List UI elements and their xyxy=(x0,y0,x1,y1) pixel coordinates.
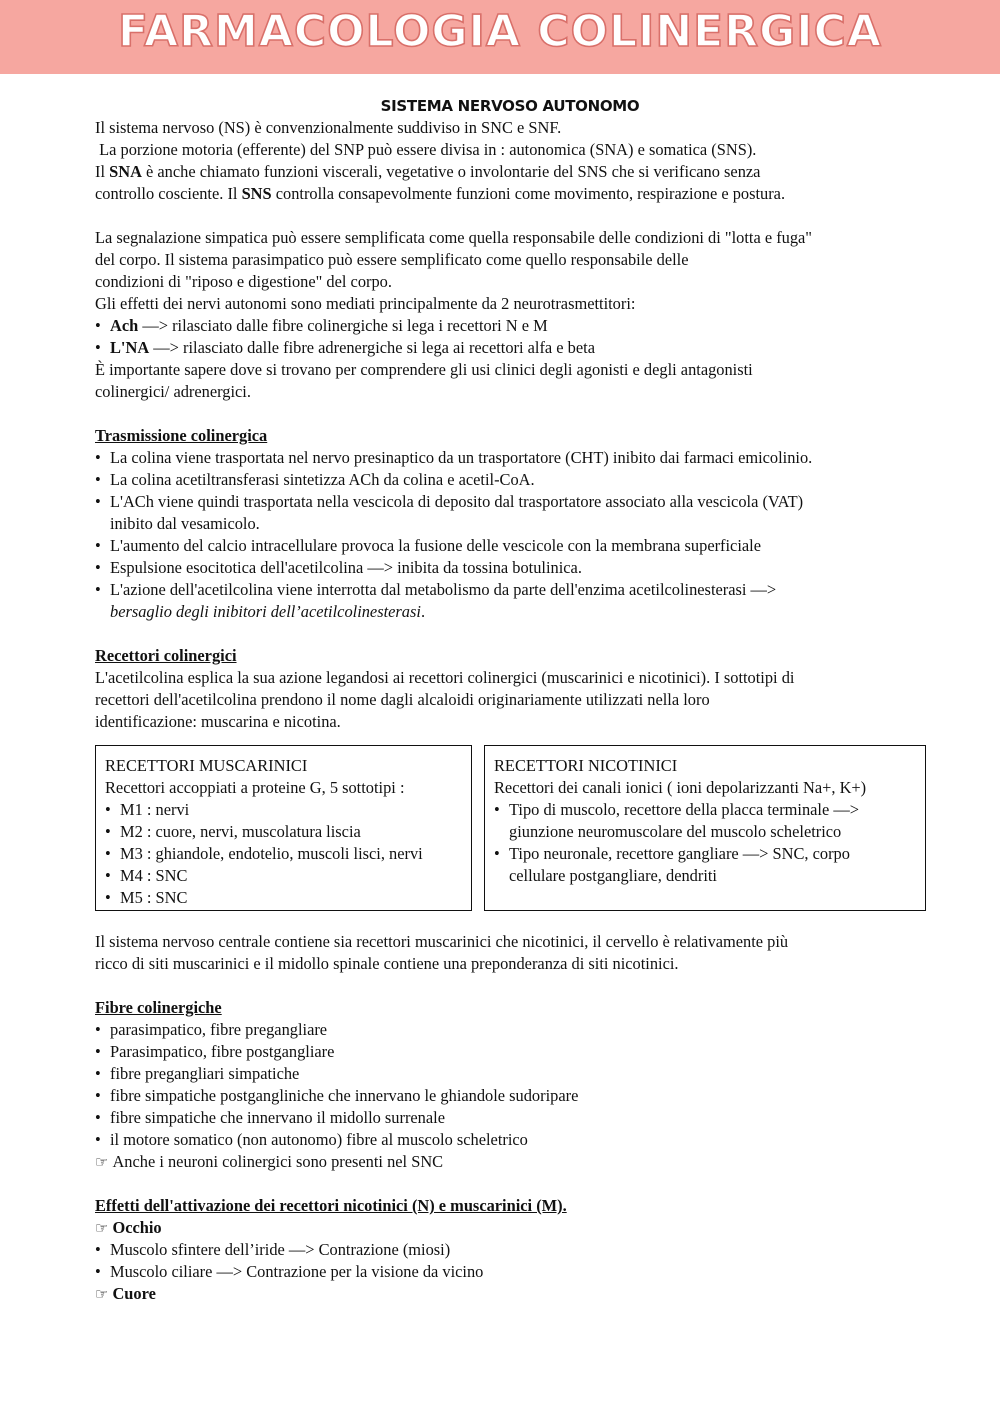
bullet-icon: • xyxy=(95,558,101,577)
list-text: M3 : ghiandole, endotelio, muscoli lisci, nervi xyxy=(120,844,423,863)
bullet-icon: • xyxy=(95,1240,101,1259)
list-text: Muscolo ciliare —> Contrazione per la visione da vicino xyxy=(110,1262,484,1281)
list-text: Espulsione esocitotica dell'acetilcolina —> inibita da tossina botulinica. xyxy=(110,558,582,577)
list-item xyxy=(105,821,471,843)
muscarinic-list xyxy=(105,799,471,909)
document-body xyxy=(95,96,925,1305)
list-text: —> rilasciato dalle fibre adrenergiche si lega ai recettori alfa e beta xyxy=(149,338,595,357)
list-item xyxy=(95,1085,925,1107)
list-item xyxy=(494,799,925,843)
signaling-line: condizioni di "riposo e digestione" del corpo. xyxy=(95,272,392,291)
list-item xyxy=(95,579,925,623)
intro-line xyxy=(95,139,925,161)
list-item xyxy=(105,843,471,865)
bullet-icon: • xyxy=(105,800,111,819)
bullet-icon: • xyxy=(95,448,101,467)
bullet-icon: • xyxy=(105,866,111,885)
receptors-line: recettori dell'acetilcolina prendono il nome dagli alcaloidi originariamente utilizzati nella loro xyxy=(95,690,710,709)
signaling-line: È importante sapere dove si trovano per comprendere gli usi clinici degli agonisti e degli antagonisti xyxy=(95,360,753,379)
list-item xyxy=(95,337,925,359)
bullet-icon: • xyxy=(494,844,500,863)
transmission-list xyxy=(95,447,925,623)
list-text: M4 : SNC xyxy=(120,866,188,885)
intro-line xyxy=(95,183,925,205)
receptor-boxes xyxy=(95,745,925,917)
cns-line: Il sistema nervoso centrale contiene sia recettori muscarinici che nicotinici, il cervello è relativamente più xyxy=(95,932,789,951)
effects-heading: Effetti dell'attivazione dei recettori nicotinici (N) e muscarinici (M). xyxy=(95,1196,567,1215)
list-text: La colina acetiltransferasi sintetizza ACh da colina e acetil-CoA. xyxy=(110,470,535,489)
receptors-line: identificazione: muscarina e nicotina. xyxy=(95,712,341,731)
bullet-icon: • xyxy=(95,470,101,489)
list-item xyxy=(105,799,471,821)
list-text: M5 : SNC xyxy=(120,888,188,907)
bullet-icon: • xyxy=(105,822,111,841)
list-text: M2 : cuore, nervi, muscolatura liscia xyxy=(120,822,361,841)
nicotinic-list xyxy=(494,799,925,887)
sns-term: SNS xyxy=(241,184,272,203)
list-item xyxy=(95,315,925,337)
bullet-icon: • xyxy=(95,1108,101,1127)
muscarinic-subtitle: Recettori accoppiati a proteine G, 5 sottotipi : xyxy=(105,778,405,797)
title-banner xyxy=(0,0,1000,74)
intro-line xyxy=(95,161,925,183)
neurotransmitter-list xyxy=(95,315,925,359)
list-text: Parasimpatico, fibre postgangliare xyxy=(110,1042,335,1061)
signaling-line: del corpo. Il sistema parasimpatico può essere semplificato come quello responsabile delle xyxy=(95,250,689,269)
list-item xyxy=(95,1063,925,1085)
intro-text: Il xyxy=(95,162,110,181)
intro-text: è anche chiamato funzioni viscerali, vegetative o involontarie del SNS che si verificano senza xyxy=(141,162,761,181)
list-item xyxy=(105,887,471,909)
list-text: inibito dal vesamicolo. xyxy=(110,514,260,533)
signaling-line: Gli effetti dei nervi autonomi sono mediati principalmente da 2 neurotrasmettitori: xyxy=(95,294,636,313)
transmission-heading: Trasmissione colinergica xyxy=(95,426,268,445)
list-text: —> rilasciato dalle fibre colinergiche si lega i recettori N e M xyxy=(138,316,548,335)
section-title: SISTEMA NERVOSO AUTONOMO xyxy=(380,97,640,115)
list-text: M1 : nervi xyxy=(120,800,190,819)
eye-list xyxy=(95,1239,925,1283)
list-item xyxy=(95,1239,925,1261)
list-text: L'azione dell'acetilcolina viene interrotta dal metabolismo da parte dell'enzima acetilcolinesterasi —> xyxy=(110,580,777,599)
intro-line: Il sistema nervoso (NS) è convenzionalmente suddiviso in SNC e SNF. xyxy=(95,118,562,137)
bullet-icon: • xyxy=(95,492,101,511)
bullet-icon: • xyxy=(95,1130,101,1149)
page-title: FARMACOLOGIA COLINERGICA xyxy=(118,6,882,57)
list-item xyxy=(95,1019,925,1041)
intro-text: controlla consapevolmente funzioni come movimento, respirazione e postura. xyxy=(271,184,786,203)
intro-text: La porzione motoria (efferente) del SNP può essere divisa in : autonomica (SNA) e somatica (SNS). xyxy=(99,140,757,159)
list-text: giunzione neuromuscolare del muscolo scheletrico xyxy=(509,822,842,841)
list-item xyxy=(95,1261,925,1283)
nicotinic-title: RECETTORI NICOTINICI xyxy=(494,756,678,775)
na-term: L'NA xyxy=(110,338,150,357)
list-item xyxy=(95,535,925,557)
bullet-icon: • xyxy=(105,888,111,907)
eye-subheading xyxy=(95,1217,925,1239)
list-text: fibre simpatiche che innervano il midollo surrenale xyxy=(110,1108,445,1127)
list-text: L'aumento del calcio intracellulare provoca la fusione delle vescicole con la membrana superficiale xyxy=(110,536,761,555)
list-text: Tipo di muscolo, recettore della placca terminale —> xyxy=(509,800,859,819)
cns-line: ricco di siti muscarinici e il midollo spinale contiene una preponderanza di siti nicotinici. xyxy=(95,954,679,973)
list-text: . xyxy=(420,602,426,621)
list-text: fibre simpatiche postgangliniche che innervano le ghiandole sudoripare xyxy=(110,1086,579,1105)
bullet-icon: • xyxy=(494,800,500,819)
list-text: La colina viene trasportata nel nervo presinaptico da un trasportatore (CHT) inibito dai farmaci emicolinio. xyxy=(110,448,813,467)
intro-text: controllo cosciente. Il xyxy=(95,184,242,203)
fibers-list xyxy=(95,1019,925,1151)
list-item xyxy=(95,1041,925,1063)
pointing-hand-icon: ☞ xyxy=(95,1153,109,1171)
signaling-line: colinergici/ adrenergici. xyxy=(95,382,251,401)
list-item xyxy=(95,447,925,469)
list-item xyxy=(105,865,471,887)
nicotinic-box xyxy=(484,745,926,911)
fibers-note xyxy=(95,1151,925,1173)
list-text: cellulare postgangliare, dendriti xyxy=(509,866,717,885)
list-item xyxy=(95,491,925,535)
list-text: il motore somatico (non autonomo) fibre al muscolo scheletrico xyxy=(110,1130,528,1149)
pointing-hand-icon: ☞ xyxy=(95,1219,109,1237)
muscarinic-title: RECETTORI MUSCARINICI xyxy=(105,756,308,775)
pointing-hand-icon: ☞ xyxy=(95,1285,109,1303)
list-item xyxy=(494,843,925,887)
note-text: Anche i neuroni colinergici sono presenti nel SNC xyxy=(112,1152,444,1171)
receptors-line: L'acetilcolina esplica la sua azione legandosi ai recettori colinergici (muscarinici e nicotinici). I sottotipi di xyxy=(95,668,795,687)
signaling-line: La segnalazione simpatica può essere semplificata come quella responsabile delle condizioni di "lotta e fuga" xyxy=(95,228,813,247)
list-text-italic: bersaglio degli inibitori dell’acetilcolinesterasi xyxy=(110,602,421,621)
bullet-icon: • xyxy=(105,844,111,863)
bullet-icon: • xyxy=(95,1042,101,1061)
list-item xyxy=(95,557,925,579)
bullet-icon: • xyxy=(95,1064,101,1083)
list-text: Muscolo sfintere dell’iride —> Contrazione (miosi) xyxy=(110,1240,451,1259)
bullet-icon: • xyxy=(95,1020,101,1039)
list-item xyxy=(95,1107,925,1129)
heart-label: Cuore xyxy=(112,1284,156,1303)
bullet-icon: • xyxy=(95,536,101,555)
receptors-heading: Recettori colinergici xyxy=(95,646,237,665)
list-text: Tipo neuronale, recettore gangliare —> SNC, corpo xyxy=(509,844,850,863)
bullet-icon: • xyxy=(95,1262,101,1281)
sna-term: SNA xyxy=(109,162,142,181)
bullet-icon: • xyxy=(95,316,101,335)
bullet-icon: • xyxy=(95,1086,101,1105)
bullet-icon: • xyxy=(95,338,101,357)
nicotinic-subtitle: Recettori dei canali ionici ( ioni depolarizzanti Na+, K+) xyxy=(494,778,867,797)
list-text: L'ACh viene quindi trasportata nella vescicola di deposito dal trasportatore associato alla vescicola (VAT) xyxy=(110,492,804,511)
heart-subheading xyxy=(95,1283,925,1305)
muscarinic-box xyxy=(95,745,472,911)
list-item xyxy=(95,1129,925,1151)
list-text: parasimpatico, fibre pregangliare xyxy=(110,1020,328,1039)
ach-term: Ach xyxy=(110,316,139,335)
bullet-icon: • xyxy=(95,580,101,599)
list-item xyxy=(95,469,925,491)
fibers-heading: Fibre colinergiche xyxy=(95,998,222,1017)
eye-label: Occhio xyxy=(112,1218,162,1237)
list-text: fibre pregangliari simpatiche xyxy=(110,1064,300,1083)
